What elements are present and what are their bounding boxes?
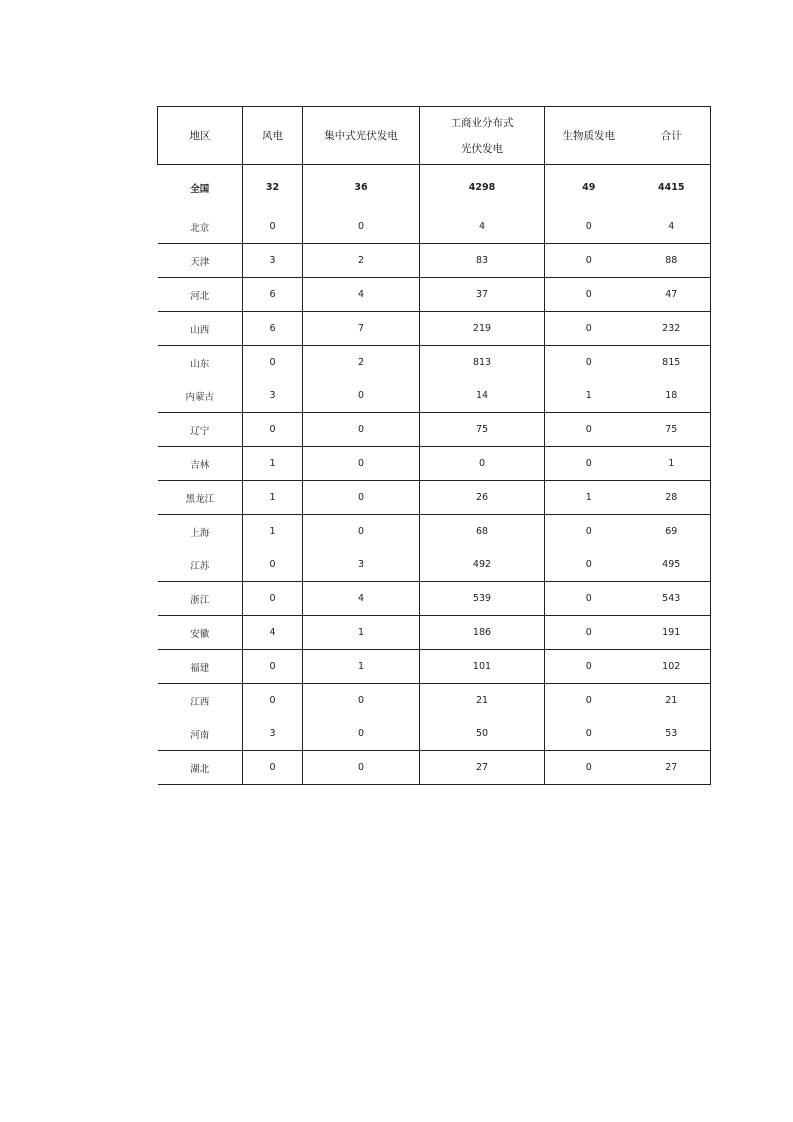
cell-region: 浙江 (158, 582, 243, 616)
power-capacity-table (157, 106, 711, 785)
cell-dist-pv: 0 (420, 447, 545, 481)
cell-dist-pv: 813 (420, 346, 545, 380)
cell-biomass: 0 (545, 346, 633, 380)
cell-total: 69 (633, 515, 711, 549)
header-wind: 风电 (243, 107, 303, 165)
cell-wind: 32 (243, 165, 303, 211)
cell-dist-pv: 75 (420, 413, 545, 447)
cell-central-pv: 4 (303, 278, 420, 312)
cell-wind: 3 (243, 379, 303, 413)
cell-region: 天津 (158, 244, 243, 278)
cell-region: 山西 (158, 312, 243, 346)
cell-wind: 0 (243, 548, 303, 582)
cell-dist-pv: 50 (420, 717, 545, 751)
cell-wind: 0 (243, 684, 303, 718)
table-row (158, 548, 711, 582)
table-row (158, 481, 711, 515)
cell-biomass: 0 (545, 278, 633, 312)
cell-region: 安徽 (158, 616, 243, 650)
cell-total: 1 (633, 447, 711, 481)
cell-biomass: 0 (545, 684, 633, 718)
cell-region: 北京 (158, 210, 243, 244)
cell-total: 21 (633, 684, 711, 718)
cell-wind: 1 (243, 515, 303, 549)
cell-region: 河南 (158, 717, 243, 751)
cell-biomass: 0 (545, 751, 633, 785)
cell-dist-pv: 27 (420, 751, 545, 785)
header-distributed-pv: 工商业分布式 光伏发电 (420, 107, 545, 165)
cell-total: 53 (633, 717, 711, 751)
cell-total: 4415 (633, 165, 711, 211)
header-total: 合计 (633, 107, 711, 165)
table-row-total (158, 165, 711, 211)
cell-region: 吉林 (158, 447, 243, 481)
cell-dist-pv: 14 (420, 379, 545, 413)
table-row (158, 346, 711, 380)
cell-wind: 1 (243, 447, 303, 481)
cell-region: 上海 (190, 527, 210, 539)
cell-region: 福建 (158, 650, 243, 684)
table-row (158, 312, 711, 346)
table-row (158, 210, 711, 244)
cell-region: 江苏 (158, 548, 243, 582)
table-row (158, 447, 711, 481)
header-biomass: 生物质发电 (545, 107, 633, 165)
cell-biomass: 49 (545, 165, 633, 211)
header-central-pv: 集中式光伏发电 (303, 107, 420, 165)
cell-biomass: 1 (545, 379, 633, 413)
cell-biomass: 0 (545, 616, 633, 650)
cell-region: 湖北 (158, 751, 243, 785)
cell-wind: 0 (243, 413, 303, 447)
cell-central-pv: 0 (303, 447, 420, 481)
cell-region: 山东 (190, 358, 210, 370)
table-row (158, 413, 711, 447)
cell-total: 27 (633, 751, 711, 785)
cell-biomass: 0 (545, 413, 633, 447)
cell-central-pv: 0 (303, 210, 420, 244)
cell-dist-pv: 21 (420, 684, 545, 718)
cell-dist-pv: 26 (420, 481, 545, 515)
cell-dist-pv: 186 (420, 616, 545, 650)
cell-central-pv: 7 (303, 312, 420, 346)
cell-biomass: 0 (545, 650, 633, 684)
cell-total: 495 (633, 548, 711, 582)
cell-total: 4 (633, 210, 711, 244)
cell-total: 18 (633, 379, 711, 413)
cell-dist-pv: 219 (420, 312, 545, 346)
cell-region: 河北 (158, 278, 243, 312)
cell-region: 内蒙古 (158, 379, 243, 413)
cell-central-pv: 0 (303, 684, 420, 718)
cell-wind: 6 (243, 312, 303, 346)
cell-central-pv: 0 (303, 413, 420, 447)
cell-total: 232 (633, 312, 711, 346)
table-row (158, 379, 711, 413)
table-header-row (158, 107, 711, 165)
cell-wind: 0 (243, 210, 303, 244)
cell-total: 191 (633, 616, 711, 650)
cell-dist-pv: 83 (420, 244, 545, 278)
cell-biomass: 0 (545, 447, 633, 481)
cell-region: 全国 (190, 183, 210, 195)
cell-wind: 3 (243, 717, 303, 751)
cell-total: 815 (633, 346, 711, 380)
cell-wind: 0 (243, 582, 303, 616)
cell-biomass: 0 (545, 244, 633, 278)
data-table-container (157, 106, 710, 785)
cell-dist-pv: 539 (420, 582, 545, 616)
cell-total: 543 (633, 582, 711, 616)
cell-wind: 0 (243, 346, 303, 380)
cell-dist-pv: 68 (420, 515, 545, 549)
cell-central-pv: 0 (303, 515, 420, 549)
cell-central-pv: 1 (303, 616, 420, 650)
cell-central-pv: 2 (303, 346, 420, 380)
cell-region: 黑龙江 (158, 481, 243, 515)
table-row (158, 650, 711, 684)
cell-wind: 3 (243, 244, 303, 278)
cell-central-pv: 0 (303, 481, 420, 515)
cell-total: 88 (633, 244, 711, 278)
cell-central-pv: 1 (303, 650, 420, 684)
cell-wind: 0 (243, 751, 303, 785)
cell-wind: 4 (243, 616, 303, 650)
table-row (158, 278, 711, 312)
table-row (158, 244, 711, 278)
table-row (158, 582, 711, 616)
cell-central-pv: 0 (303, 751, 420, 785)
cell-central-pv: 2 (303, 244, 420, 278)
table-row (158, 515, 711, 549)
cell-region: 江西 (190, 696, 210, 708)
cell-total: 47 (633, 278, 711, 312)
cell-biomass: 1 (545, 481, 633, 515)
cell-dist-pv: 4298 (420, 165, 545, 211)
table-row (158, 616, 711, 650)
cell-dist-pv: 37 (420, 278, 545, 312)
table-body (158, 165, 711, 785)
cell-biomass: 0 (545, 548, 633, 582)
cell-total: 75 (633, 413, 711, 447)
cell-central-pv: 0 (303, 717, 420, 751)
cell-central-pv: 4 (303, 582, 420, 616)
cell-total: 28 (633, 481, 711, 515)
cell-dist-pv: 492 (420, 548, 545, 582)
cell-total: 102 (633, 650, 711, 684)
cell-central-pv: 3 (303, 548, 420, 582)
table-row (158, 684, 711, 718)
cell-dist-pv: 101 (420, 650, 545, 684)
cell-biomass: 0 (545, 582, 633, 616)
cell-wind: 6 (243, 278, 303, 312)
cell-biomass: 0 (545, 515, 633, 549)
cell-dist-pv: 4 (420, 210, 545, 244)
cell-biomass: 0 (545, 312, 633, 346)
cell-wind: 0 (243, 650, 303, 684)
table-row (158, 717, 711, 751)
cell-central-pv: 36 (303, 165, 420, 211)
cell-biomass: 0 (545, 210, 633, 244)
cell-biomass: 0 (545, 717, 633, 751)
cell-region: 辽宁 (158, 413, 243, 447)
cell-wind: 1 (243, 481, 303, 515)
header-region: 地区 (158, 107, 243, 165)
cell-central-pv: 0 (303, 379, 420, 413)
table-row (158, 751, 711, 785)
